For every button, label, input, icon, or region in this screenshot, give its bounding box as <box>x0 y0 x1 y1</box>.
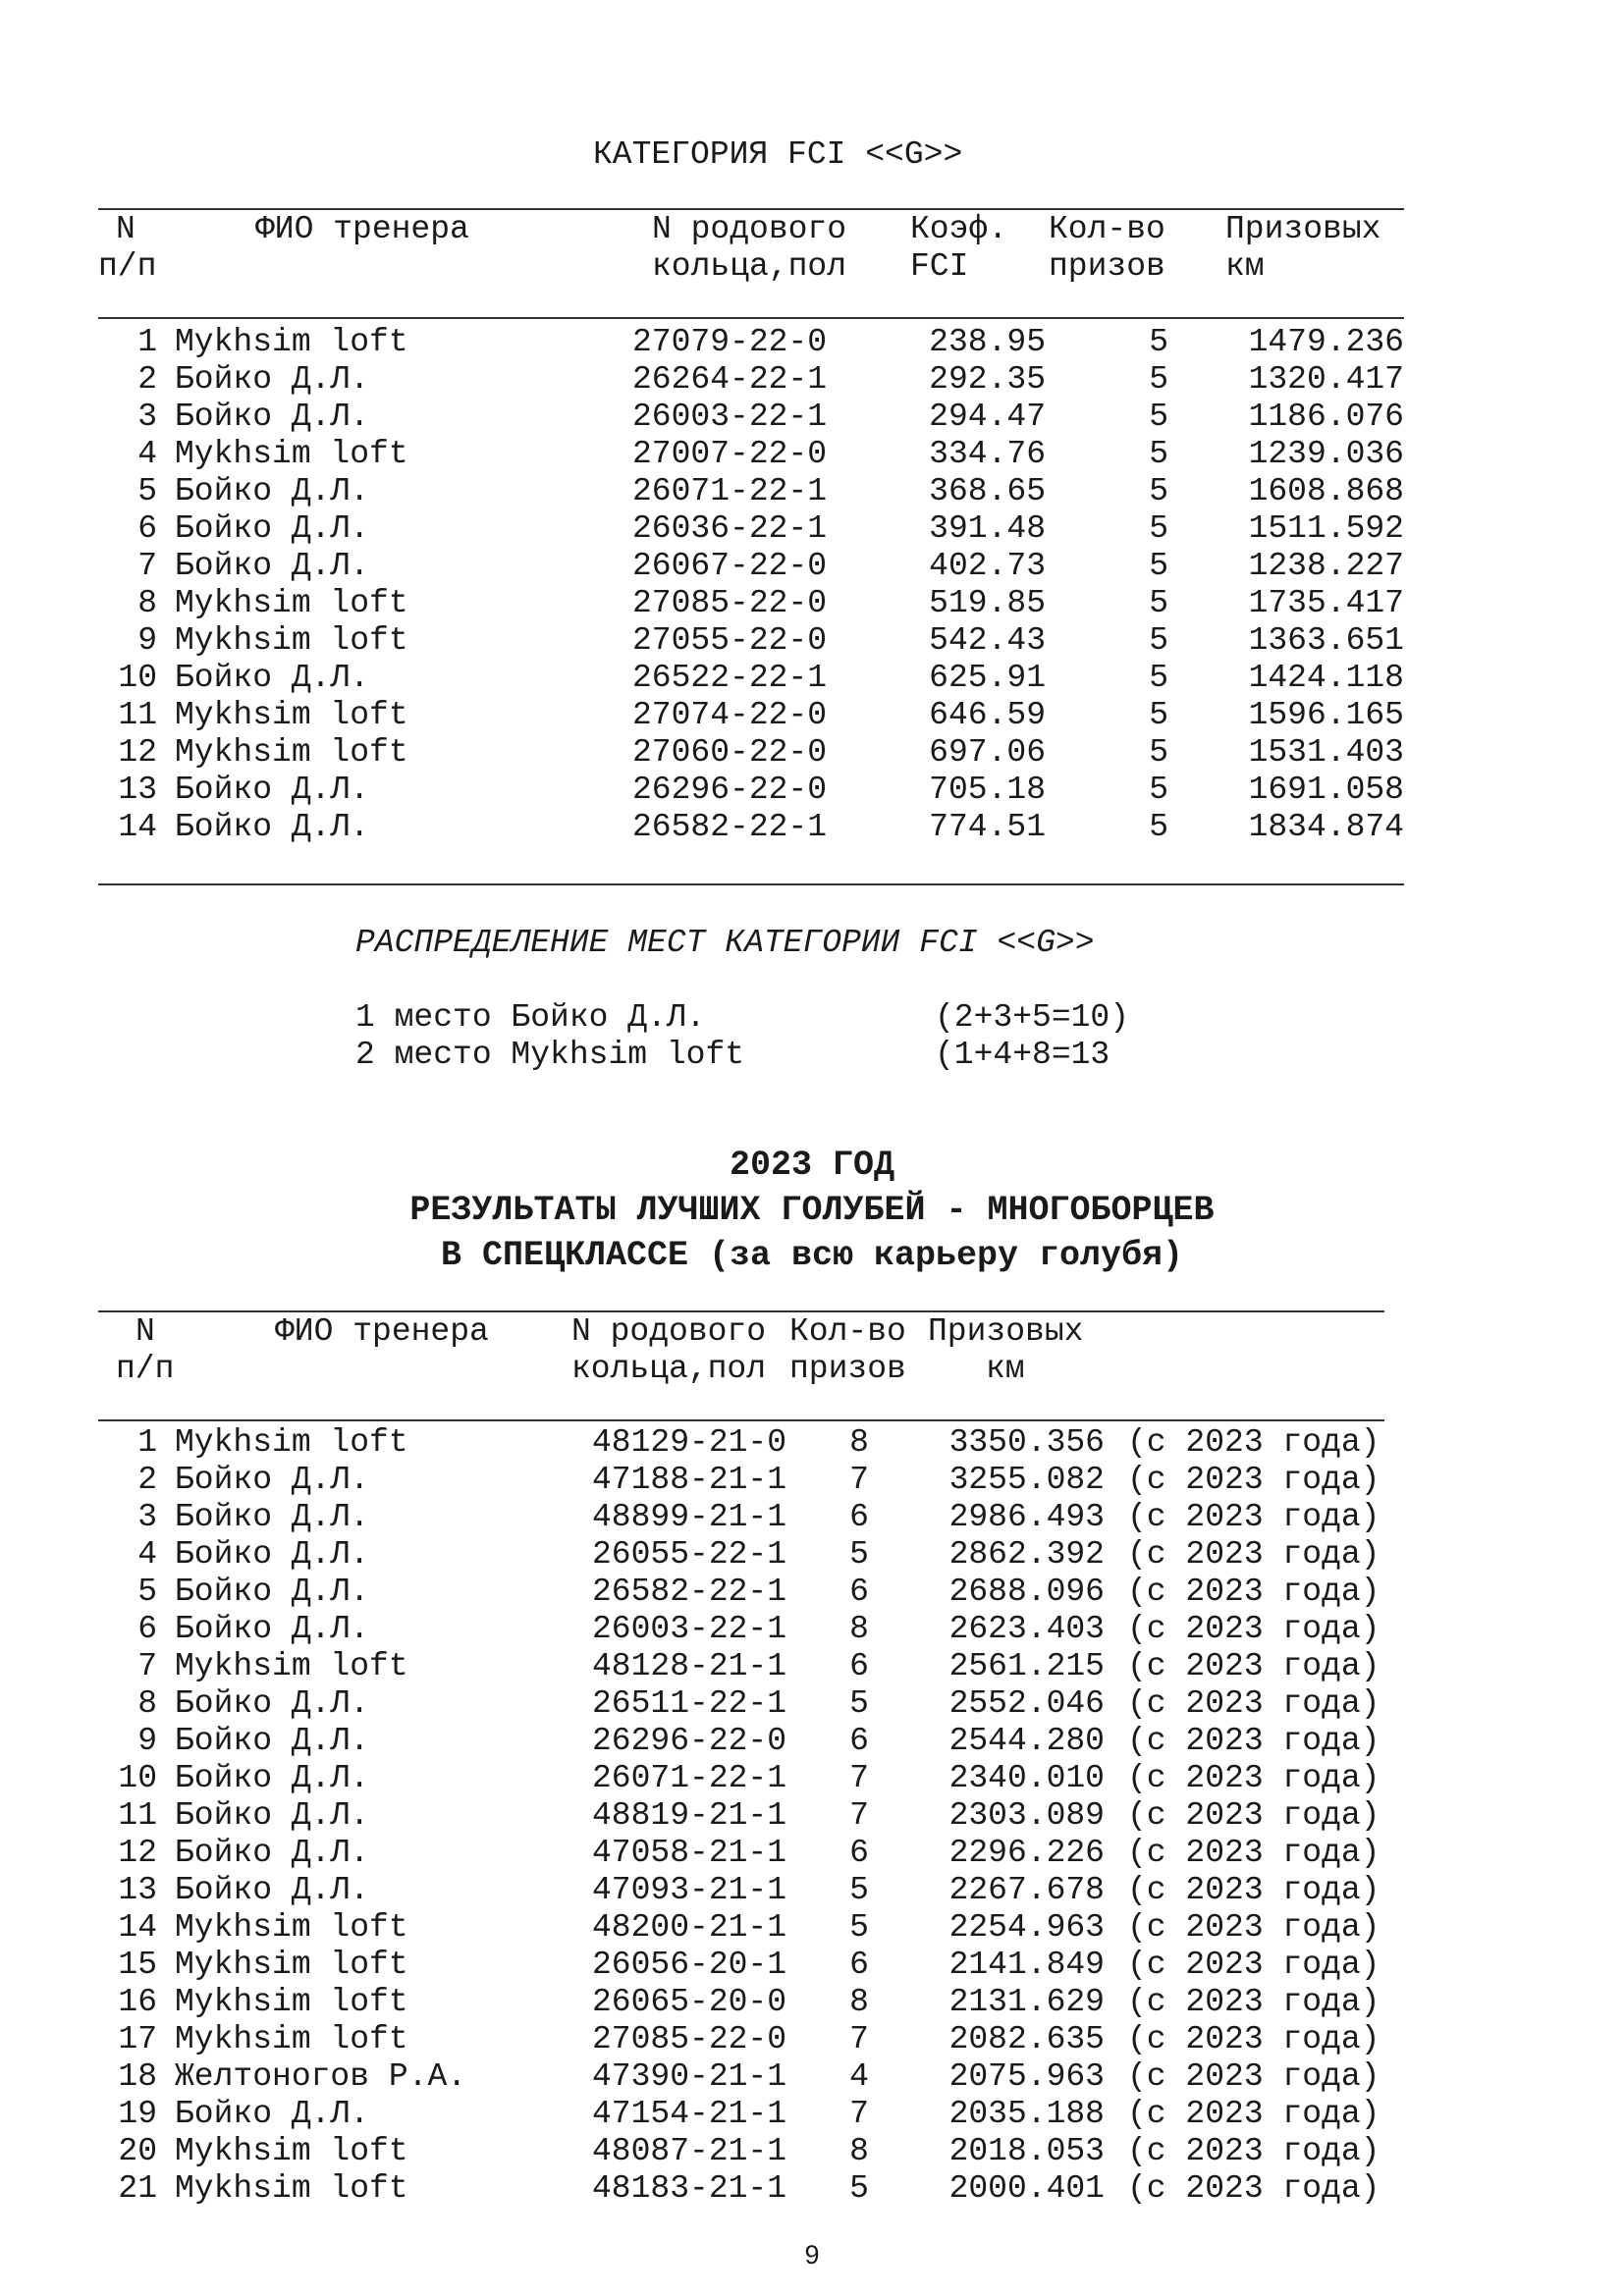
multi-table-header-rule <box>98 1419 1384 1421</box>
prize-count: 5 <box>849 1536 869 1573</box>
ring-number: 47188-21-1 <box>592 1462 787 1498</box>
fci-header-num-sub: п/п <box>98 248 157 285</box>
ring-number: 48128-21-1 <box>592 1648 787 1684</box>
fci-coefficient: 774.51 <box>929 809 1046 845</box>
trainer-name: Mykhsim loft <box>175 1984 408 2020</box>
multi-header-km-sub: км <box>986 1351 1025 1387</box>
prize-km: 2340.010 <box>948 1760 1105 1796</box>
prize-count: 5 <box>1149 809 1168 845</box>
trainer-name: Mykhsim loft <box>175 697 408 733</box>
row-number: 1 <box>137 1424 157 1461</box>
prize-count: 8 <box>849 1611 869 1647</box>
ring-number: 26067-22-0 <box>632 548 828 584</box>
distribution-title: РАСПРЕДЕЛЕНИЕ МЕСТ КАТЕГОРИИ FCI <<G>> <box>355 925 1095 961</box>
ring-number: 26065-20-0 <box>592 1984 787 2020</box>
prize-count: 8 <box>849 1984 869 2020</box>
fci-header-ring-sub: кольца,пол <box>652 248 847 285</box>
multi-header-name: ФИО тренера <box>275 1313 489 1350</box>
prize-count: 5 <box>849 2170 869 2207</box>
fci-header-coef-sub: FCI <box>910 248 969 285</box>
trainer-name: Mykhsim loft <box>175 1424 408 1461</box>
row-number: 9 <box>137 622 157 659</box>
ring-number: 26036-22-1 <box>632 510 828 547</box>
multi-header-ring-sub: кольца,пол <box>571 1351 767 1387</box>
place-1-label: 1 место Бойко Д.Л. <box>355 999 706 1036</box>
since-note: (с 2023 года) <box>1127 1499 1380 1535</box>
fci-header-km: Призовых <box>1225 211 1381 247</box>
prize-count: 5 <box>1149 473 1168 509</box>
prize-count: 4 <box>849 2058 869 2095</box>
row-number: 4 <box>137 1536 157 1573</box>
fci-coefficient: 697.06 <box>929 734 1046 771</box>
ring-number: 48819-21-1 <box>592 1797 787 1834</box>
trainer-name: Бойко Д.Л. <box>175 1536 370 1573</box>
ring-number: 26071-22-1 <box>632 473 828 509</box>
trainer-name: Бойко Д.Л. <box>175 1499 370 1535</box>
since-note: (с 2023 года) <box>1127 1984 1380 2020</box>
trainer-name: Бойко Д.Л. <box>175 1835 370 1871</box>
prize-km: 2075.963 <box>948 2058 1105 2095</box>
row-number: 14 <box>118 1909 157 1946</box>
prize-km: 1691.058 <box>1248 772 1404 808</box>
fci-coefficient: 542.43 <box>929 622 1046 659</box>
ring-number: 47390-21-1 <box>592 2058 787 2095</box>
trainer-name: Бойко Д.Л. <box>175 2096 370 2132</box>
trainer-name: Бойко Д.Л. <box>175 473 370 509</box>
row-number: 3 <box>137 399 157 435</box>
fci-coefficient: 391.48 <box>929 510 1046 547</box>
multi-header-num: N <box>135 1313 155 1350</box>
since-note: (с 2023 года) <box>1127 2170 1380 2207</box>
prize-km: 2544.280 <box>948 1723 1105 1759</box>
trainer-name: Бойко Д.Л. <box>175 1797 370 1834</box>
prize-count: 5 <box>849 1909 869 1946</box>
multi-header-prizes-sub: призов <box>789 1351 906 1387</box>
ring-number: 26264-22-1 <box>632 361 828 398</box>
prize-km: 2267.678 <box>948 1872 1105 1908</box>
ring-number: 48899-21-1 <box>592 1499 787 1535</box>
ring-number: 26511-22-1 <box>592 1685 787 1722</box>
prize-count: 5 <box>1149 510 1168 547</box>
since-note: (с 2023 года) <box>1127 1797 1380 1834</box>
ring-number: 48087-21-1 <box>592 2133 787 2169</box>
prize-km: 2862.392 <box>948 1536 1105 1573</box>
trainer-name: Mykhsim loft <box>175 734 408 771</box>
fci-table-top-rule <box>98 208 1404 210</box>
row-number: 11 <box>118 697 157 733</box>
ring-number: 47058-21-1 <box>592 1835 787 1871</box>
row-number: 4 <box>137 436 157 472</box>
prize-km: 1186.076 <box>1248 399 1404 435</box>
trainer-name: Бойко Д.Л. <box>175 548 370 584</box>
row-number: 10 <box>118 660 157 696</box>
since-note: (с 2023 года) <box>1127 1723 1380 1759</box>
ring-number: 26071-22-1 <box>592 1760 787 1796</box>
fci-coefficient: 705.18 <box>929 772 1046 808</box>
fci-coefficient: 292.35 <box>929 361 1046 398</box>
row-number: 16 <box>118 1984 157 2020</box>
since-note: (с 2023 года) <box>1127 1536 1380 1573</box>
ring-number: 27079-22-0 <box>632 324 828 360</box>
row-number: 14 <box>118 809 157 845</box>
row-number: 3 <box>137 1499 157 1535</box>
trainer-name: Mykhsim loft <box>175 585 408 621</box>
ring-number: 26055-22-1 <box>592 1536 787 1573</box>
prize-count: 6 <box>849 1947 869 1983</box>
prize-km: 2000.401 <box>948 2170 1105 2207</box>
prize-km: 2082.635 <box>948 2021 1105 2057</box>
prize-km: 2986.493 <box>948 1499 1105 1535</box>
row-number: 2 <box>137 1462 157 1498</box>
row-number: 20 <box>118 2133 157 2169</box>
prize-km: 2035.188 <box>948 2096 1105 2132</box>
fci-header-prizes: Кол-во <box>1049 211 1165 247</box>
prize-km: 1834.874 <box>1248 809 1404 845</box>
prize-km: 2688.096 <box>948 1574 1105 1610</box>
ring-number: 26582-22-1 <box>632 809 828 845</box>
prize-count: 5 <box>1149 697 1168 733</box>
fci-coefficient: 294.47 <box>929 399 1046 435</box>
prize-count: 5 <box>1149 399 1168 435</box>
trainer-name: Бойко Д.Л. <box>175 1611 370 1647</box>
ring-number: 26296-22-0 <box>632 772 828 808</box>
trainer-name: Бойко Д.Л. <box>175 1760 370 1796</box>
multi-table-top-rule <box>98 1310 1384 1312</box>
since-note: (с 2023 года) <box>1127 1462 1380 1498</box>
prize-count: 7 <box>849 2021 869 2057</box>
fci-coefficient: 646.59 <box>929 697 1046 733</box>
ring-number: 47093-21-1 <box>592 1872 787 1908</box>
fci-coefficient: 334.76 <box>929 436 1046 472</box>
since-note: (с 2023 года) <box>1127 1424 1380 1461</box>
trainer-name: Бойко Д.Л. <box>175 1574 370 1610</box>
prize-count: 7 <box>849 1797 869 1834</box>
row-number: 21 <box>118 2170 157 2207</box>
fci-table-bottom-rule <box>98 883 1404 885</box>
ring-number: 47154-21-1 <box>592 2096 787 2132</box>
prize-km: 2303.089 <box>948 1797 1105 1834</box>
row-number: 8 <box>137 1685 157 1722</box>
trainer-name: Бойко Д.Л. <box>175 809 370 845</box>
trainer-name: Бойко Д.Л. <box>175 772 370 808</box>
trainer-name: Mykhsim loft <box>175 2170 408 2207</box>
row-number: 13 <box>118 772 157 808</box>
prize-count: 7 <box>849 1760 869 1796</box>
prize-km: 3350.356 <box>948 1424 1105 1461</box>
row-number: 11 <box>118 1797 157 1834</box>
place-2-calc: (1+4+8=13 <box>935 1037 1110 1073</box>
trainer-name: Бойко Д.Л. <box>175 510 370 547</box>
row-number: 17 <box>118 2021 157 2057</box>
multi-header-ring: N родового <box>571 1313 767 1350</box>
row-number: 19 <box>118 2096 157 2132</box>
ring-number: 48129-21-0 <box>592 1424 787 1461</box>
prize-count: 6 <box>849 1574 869 1610</box>
ring-number: 48200-21-1 <box>592 1909 787 1946</box>
prize-km: 2561.215 <box>948 1648 1105 1684</box>
multi-header-num-sub: п/п <box>116 1351 175 1387</box>
place-1-calc: (2+3+5=10) <box>935 999 1130 1036</box>
since-note: (с 2023 года) <box>1127 2021 1380 2057</box>
prize-km: 1511.592 <box>1248 510 1404 547</box>
prize-km: 1239.036 <box>1248 436 1404 472</box>
since-note: (с 2023 года) <box>1127 2133 1380 2169</box>
row-number: 12 <box>118 734 157 771</box>
row-number: 12 <box>118 1835 157 1871</box>
prize-count: 5 <box>1149 734 1168 771</box>
prize-count: 7 <box>849 2096 869 2132</box>
prize-km: 1238.227 <box>1248 548 1404 584</box>
since-note: (с 2023 года) <box>1127 1835 1380 1871</box>
fci-header-km-sub: км <box>1225 248 1265 285</box>
prize-count: 5 <box>1149 548 1168 584</box>
trainer-name: Mykhsim loft <box>175 1909 408 1946</box>
prize-count: 7 <box>849 1462 869 1498</box>
ring-number: 27007-22-0 <box>632 436 828 472</box>
row-number: 5 <box>137 473 157 509</box>
prize-km: 2623.403 <box>948 1611 1105 1647</box>
prize-count: 6 <box>849 1835 869 1871</box>
prize-km: 2552.046 <box>948 1685 1105 1722</box>
trainer-name: Mykhsim loft <box>175 1947 408 1983</box>
row-number: 7 <box>137 1648 157 1684</box>
ring-number: 26056-20-1 <box>592 1947 787 1983</box>
prize-count: 5 <box>849 1872 869 1908</box>
fci-coefficient: 625.91 <box>929 660 1046 696</box>
prize-km: 1424.118 <box>1248 660 1404 696</box>
trainer-name: Mykhsim loft <box>175 2133 408 2169</box>
prize-km: 1531.403 <box>1248 734 1404 771</box>
row-number: 1 <box>137 324 157 360</box>
ring-number: 48183-21-1 <box>592 2170 787 2207</box>
ring-number: 27060-22-0 <box>632 734 828 771</box>
row-number: 8 <box>137 585 157 621</box>
ring-number: 26296-22-0 <box>592 1723 787 1759</box>
fci-category-title: КАТЕГОРИЯ FCI <<G>> <box>593 136 963 173</box>
prize-km: 1596.165 <box>1248 697 1404 733</box>
trainer-name: Бойко Д.Л. <box>175 1462 370 1498</box>
ring-number: 27085-22-0 <box>632 585 828 621</box>
fci-header-name: ФИО тренера <box>255 211 469 247</box>
fci-table-header-rule <box>98 317 1404 319</box>
trainer-name: Бойко Д.Л. <box>175 399 370 435</box>
prize-count: 5 <box>1149 361 1168 398</box>
prize-km: 2254.963 <box>948 1909 1105 1946</box>
trainer-name: Желтоногов Р.А. <box>175 2058 467 2095</box>
prize-km: 2131.629 <box>948 1984 1105 2020</box>
trainer-name: Mykhsim loft <box>175 2021 408 2057</box>
ring-number: 27055-22-0 <box>632 622 828 659</box>
prize-count: 8 <box>849 2133 869 2169</box>
fci-coefficient: 238.95 <box>929 324 1046 360</box>
prize-count: 5 <box>1149 585 1168 621</box>
trainer-name: Mykhsim loft <box>175 622 408 659</box>
row-number: 9 <box>137 1723 157 1759</box>
since-note: (с 2023 года) <box>1127 1574 1380 1610</box>
prize-count: 5 <box>1149 622 1168 659</box>
since-note: (с 2023 года) <box>1127 1872 1380 1908</box>
prize-km: 1363.651 <box>1248 622 1404 659</box>
multi-header-km: Призовых <box>928 1313 1084 1350</box>
since-note: (с 2023 года) <box>1127 1947 1380 1983</box>
trainer-name: Mykhsim loft <box>175 436 408 472</box>
since-note: (с 2023 года) <box>1127 2096 1380 2132</box>
since-note: (с 2023 года) <box>1127 1685 1380 1722</box>
multi-header-prizes: Кол-во <box>789 1313 906 1350</box>
trainer-name: Бойко Д.Л. <box>175 660 370 696</box>
prize-count: 6 <box>849 1648 869 1684</box>
prize-km: 2141.849 <box>948 1947 1105 1983</box>
ring-number: 26522-22-1 <box>632 660 828 696</box>
place-2-label: 2 место Mykhsim loft <box>355 1037 745 1073</box>
since-note: (с 2023 года) <box>1127 2058 1380 2095</box>
since-note: (с 2023 года) <box>1127 1611 1380 1647</box>
fci-coefficient: 368.65 <box>929 473 1046 509</box>
prize-count: 8 <box>849 1424 869 1461</box>
trainer-name: Бойко Д.Л. <box>175 1723 370 1759</box>
prize-count: 5 <box>849 1685 869 1722</box>
prize-km: 2296.226 <box>948 1835 1105 1871</box>
prize-count: 5 <box>1149 436 1168 472</box>
since-note: (с 2023 года) <box>1127 1648 1380 1684</box>
row-number: 6 <box>137 510 157 547</box>
trainer-name: Бойко Д.Л. <box>175 361 370 398</box>
trainer-name: Mykhsim loft <box>175 1648 408 1684</box>
prize-km: 3255.082 <box>948 1462 1105 1498</box>
prize-count: 6 <box>849 1499 869 1535</box>
row-number: 7 <box>137 548 157 584</box>
year-heading: 2023 ГОД <box>729 1146 895 1185</box>
trainer-name: Бойко Д.Л. <box>175 1872 370 1908</box>
row-number: 18 <box>118 2058 157 2095</box>
prize-count: 6 <box>849 1723 869 1759</box>
prize-count: 5 <box>1149 772 1168 808</box>
prize-km: 1320.417 <box>1248 361 1404 398</box>
fci-header-prizes-sub: призов <box>1049 248 1165 285</box>
page-number: 9 <box>804 2240 820 2269</box>
since-note: (с 2023 года) <box>1127 1909 1380 1946</box>
trainer-name: Бойко Д.Л. <box>175 1685 370 1722</box>
prize-count: 5 <box>1149 324 1168 360</box>
trainer-name: Mykhsim loft <box>175 324 408 360</box>
prize-count: 5 <box>1149 660 1168 696</box>
prize-km: 1479.236 <box>1248 324 1404 360</box>
ring-number: 27074-22-0 <box>632 697 828 733</box>
fci-coefficient: 402.73 <box>929 548 1046 584</box>
row-number: 15 <box>118 1947 157 1983</box>
row-number: 5 <box>137 1574 157 1610</box>
ring-number: 26582-22-1 <box>592 1574 787 1610</box>
special-class-heading: В СПЕЦКЛАССЕ (за всю карьеру голубя) <box>440 1236 1184 1275</box>
ring-number: 27085-22-0 <box>592 2021 787 2057</box>
ring-number: 26003-22-1 <box>632 399 828 435</box>
row-number: 2 <box>137 361 157 398</box>
prize-km: 2018.053 <box>948 2133 1105 2169</box>
fci-header-coef: Коэф. <box>910 211 1008 247</box>
ring-number: 26003-22-1 <box>592 1611 787 1647</box>
prize-km: 1735.417 <box>1248 585 1404 621</box>
row-number: 6 <box>137 1611 157 1647</box>
fci-coefficient: 519.85 <box>929 585 1046 621</box>
prize-km: 1608.868 <box>1248 473 1404 509</box>
since-note: (с 2023 года) <box>1127 1760 1380 1796</box>
fci-header-num: N <box>116 211 135 247</box>
results-heading: РЕЗУЛЬТАТЫ ЛУЧШИХ ГОЛУБЕЙ - МНОГОБОРЦЕВ <box>409 1191 1215 1230</box>
fci-header-ring: N родового <box>652 211 847 247</box>
row-number: 10 <box>118 1760 157 1796</box>
row-number: 13 <box>118 1872 157 1908</box>
